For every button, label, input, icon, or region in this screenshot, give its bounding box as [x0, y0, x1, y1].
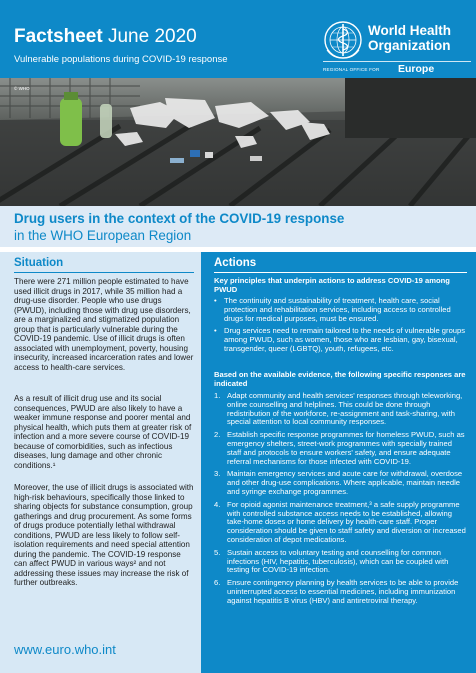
- who-org-name: World Health Organization: [368, 23, 452, 53]
- response-text: For opioid agonist maintenance treatment,³ a safe supply programme with controlled substance access needs to be established, allowing take-home doses or home delivery by health-care staff. Proper consideration should be given to staff safety and diversion or increased consideration of depot medications.: [227, 499, 466, 544]
- regional-office-label: REGIONAL OFFICE FOR: [323, 67, 380, 72]
- response-item: [214, 549, 468, 575]
- response-text: Maintain emergency services and acute care for withdrawal, overdose and other drug-use complications. Where applicable, maintain needle and syringe exchange programmes.: [227, 469, 463, 496]
- response-text: Establish specific response programmes for homeless PWUD, such as emergency shelters, street-work programmes with specially trained staff and protocols to ensure workers' safety, and ensure adequate referral mechanisms for those infected with COVID-19.: [227, 430, 465, 466]
- actions-divider: [214, 272, 467, 273]
- response-number: 1.: [214, 391, 221, 400]
- principle-item: • Drug services need to remain tailored to the needs of vulnerable groups among PWUD, such as women, those who are lesbian, gay, bisexual, transgender, queer (LGBTQ), youth, refugees, etc.: [214, 327, 468, 353]
- response-number: 2.: [214, 430, 221, 440]
- response-number: 5.: [214, 547, 221, 557]
- response-item: [214, 501, 468, 545]
- actions-heading: Actions: [214, 257, 257, 269]
- situation-paragraph: Moreover, the use of illicit drugs is associated with high-risk behaviours, specifically those linked to sharing objects for substance consumption, group gatherings and drug procurement. As some forms of drugs produce potentially lethal withdrawal conditions, PWUD are less likely to follow self-isolation requirements and need special attention during the pandemic. The COVID-19 response can affect PWUD in various ways² and not addressing these issues may increase the risk of further outbreaks.: [14, 483, 194, 588]
- situation-paragraph: There were 271 million people estimated to have used illicit drugs in 2017, while 35 million had a drug-use disorder. People who use drugs (PWUD), including those with drug use disorders, are a marginalized and stigmatized population group that is particularly vulnerable during the COVID-19 pandemic. Use of illicit drugs is often associated with unemployment, poverty, housing insecurity, increased incarceration rates and lower access to health-care services.: [14, 277, 194, 372]
- situation-heading: Situation: [14, 257, 64, 269]
- situation-paragraph: As a result of illicit drug use and its social consequences, PWUD are also likely to have a weaker immune response and poorer mental and physical health, which puts them at greater risk of infection and a more severe course of COVID-19 because of comorbidities, such as infectious diseases, lung damage and other chronic conditions.¹: [14, 394, 192, 470]
- principle-item: • The continuity and sustainability of treatment, health care, social protection and rehabilitation services, including access to controlled drugs for medical purposes, must be ensured.: [214, 297, 468, 323]
- headline-region: in the WHO European Region: [14, 228, 192, 243]
- region-name: Europe: [398, 63, 435, 75]
- header-photo: [0, 78, 476, 206]
- response-text: Sustain access to voluntary testing and counselling for common infections (HIV, hepatitis, tuberculosis), which can be coupled with testing for COVID-19 infection.: [227, 547, 449, 575]
- responses-intro: Based on the available evidence, the following specific responses are indicated: [214, 370, 466, 388]
- factsheet-title: Factsheet June 2020: [14, 26, 197, 47]
- factsheet-subtitle: Vulnerable populations during COVID-19 response: [14, 54, 228, 65]
- response-item: [214, 431, 468, 466]
- response-number: 6.: [214, 578, 221, 588]
- response-text: Ensure contingency planning by health services to be able to provide uninterrupted access to essential medicines, including immunization against hepatitis B virus (HBV) and antiretroviral therapy.: [227, 578, 459, 605]
- response-text: Adapt community and health services' responses through teleworking, online counselling and helplines. This could be done through redistribution of the workforce, re-assignment and task-sharing, with special attention to local community responses.: [227, 391, 463, 427]
- response-item: [214, 470, 468, 496]
- response-number: 4.: [214, 499, 221, 509]
- principles-list: [214, 297, 468, 358]
- response-item: [214, 579, 468, 605]
- principles-intro: Key principles that underpin actions to address COVID-19 among PWUD: [214, 276, 450, 294]
- website-link[interactable]: www.euro.who.int: [14, 642, 116, 657]
- who-emblem-icon: [323, 20, 363, 60]
- response-item: [214, 392, 468, 427]
- response-number: 3.: [214, 469, 221, 479]
- logo-divider: [323, 61, 471, 62]
- headline-title: Drug users in the context of the COVID-19 response: [14, 211, 345, 226]
- photo-credit: © WHO: [14, 86, 30, 91]
- responses-list: [214, 392, 468, 610]
- situation-divider: [14, 272, 194, 273]
